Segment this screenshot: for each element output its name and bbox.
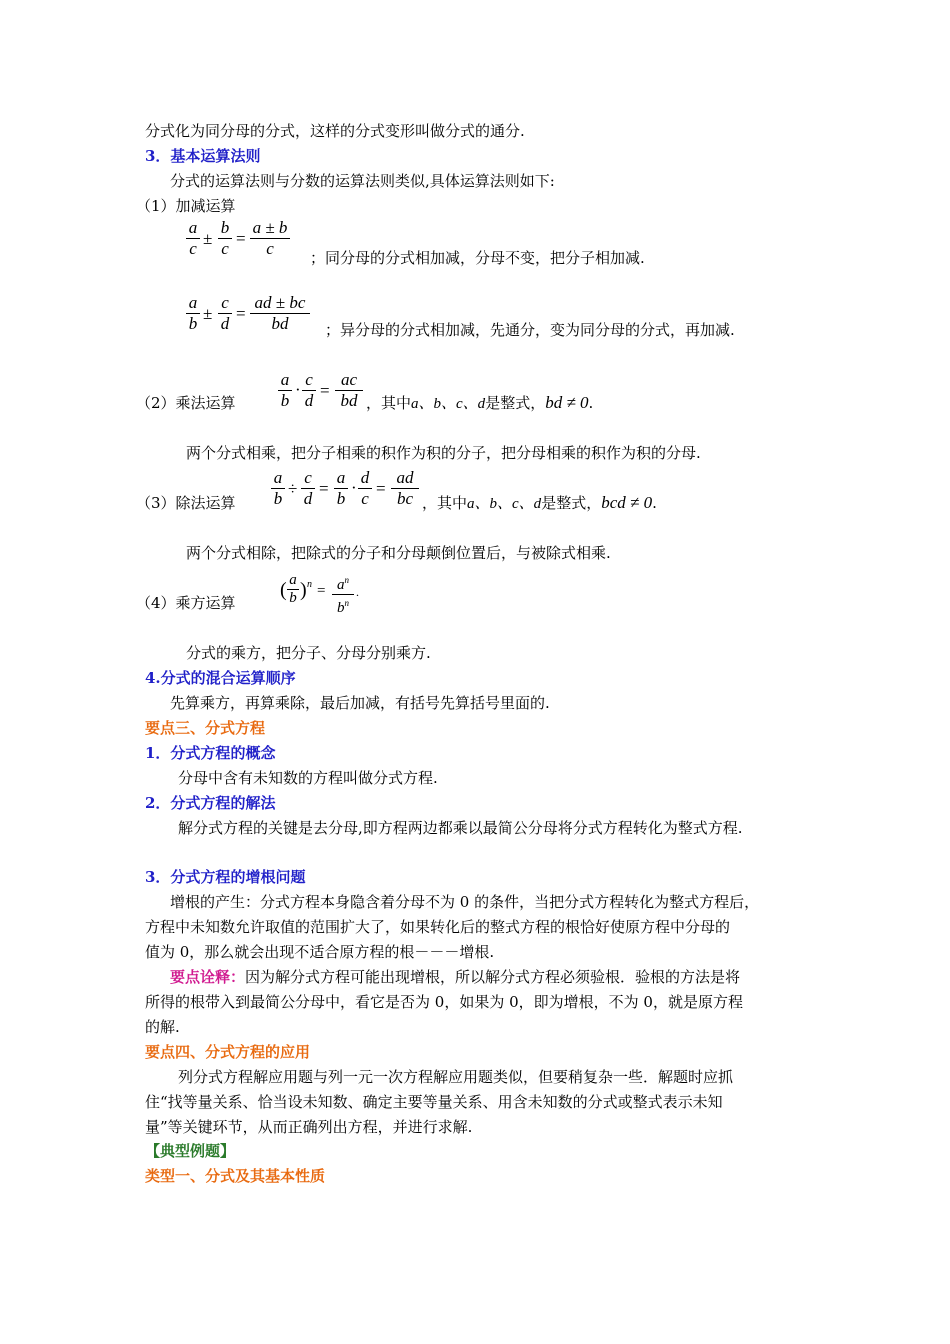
point3-s3-heading: 3．分式方程的增根问题 xyxy=(145,868,306,886)
add-sub-label: （1）加减运算 xyxy=(136,197,236,215)
rule1-note: ；同分母的分式相加减，分母不变，把分子相加减. xyxy=(310,249,645,267)
section4-heading: 4.分式的混合运算顺序 xyxy=(145,669,296,687)
point3-s3-p2: 方程中未知数允许取值的范围扩大了，如果转化后的整式方程的根恰好使原方程中分母的 xyxy=(145,918,731,936)
intro-line: 分式化为同分母的分式，这样的分式变形叫做分式的通分. xyxy=(145,122,525,140)
point3-s1-desc: 分母中含有未知数的方程叫做分式方程. xyxy=(178,769,438,787)
div-label: （3）除法运算 xyxy=(136,494,236,512)
point3-heading: 要点三、分式方程 xyxy=(145,719,266,737)
point4-p1: 列分式方程解应用题与列一元一次方程解应用题类似，但要稍复杂一些．解题时应抓 xyxy=(178,1068,734,1086)
point3-s1-heading: 1．分式方程的概念 xyxy=(145,744,276,762)
note-label: 要点诠释： xyxy=(170,968,246,986)
examples-heading: 【典型例题】 xyxy=(145,1142,236,1160)
point3-s2-desc: 解分式方程的关键是去分母,即方程两边都乘以最简公分母将分式方程转化为整式方程. xyxy=(178,819,743,837)
point3-note-line2: 所得的根带入到最简公分母中，看它是否为 0，如果为 0，即为增根，不为 0，就是原方程 xyxy=(145,993,743,1011)
type1-heading: 类型一、分式及其基本性质 xyxy=(145,1167,326,1185)
section4-desc: 先算乘方，再算乘除，最后加减，有括号先算括号里面的. xyxy=(170,694,550,712)
point3-note-line3: 的解. xyxy=(145,1018,180,1036)
mul-desc: 两个分式相乘，把分子相乘的积作为积的分子，把分母相乘的积作为积的分母. xyxy=(186,444,701,462)
rule2-note: ；异分母的分式相加减，先通分，变为同分母的分式，再加减. xyxy=(325,321,735,339)
point4-heading: 要点四、分式方程的应用 xyxy=(145,1043,311,1061)
point3-note-line1: 要点诠释：因为解分式方程可能出现增根，所以解分式方程必须验根．验根的方法是将 xyxy=(170,968,741,986)
point3-s3-p1: 增根的产生：分式方程本身隐含着分母不为 0 的条件，当把分式方程转化为整式方程后， xyxy=(170,893,760,911)
point3-s2-heading: 2．分式方程的解法 xyxy=(145,794,276,812)
mul-note: ，其中a、b、c、d是整式，bd ≠ 0. xyxy=(366,393,594,412)
pow-label: （4）乘方运算 xyxy=(136,594,236,612)
mul-label: （2）乘法运算 xyxy=(136,394,236,412)
point4-p3: 量”等关键环节，从而正确列出方程，并进行求解. xyxy=(145,1118,473,1136)
point3-s3-p3: 值为 0，那么就会出现不适合原方程的根－－－增根. xyxy=(145,943,495,961)
section3-desc: 分式的运算法则与分数的运算法则类似,具体运算法则如下: xyxy=(170,172,555,190)
section3-heading: 3．基本运算法则 xyxy=(145,147,261,165)
pow-desc: 分式的乘方，把分子、分母分别乘方. xyxy=(186,644,431,662)
point4-p2: 住“找等量关系、恰当设未知数、确定主要等量关系、用含未知数的分式或整式表示未知 xyxy=(145,1093,723,1111)
div-desc: 两个分式相除，把除式的分子和分母颠倒位置后，与被除式相乘. xyxy=(186,544,611,562)
div-note: ，其中a、b、c、d是整式，bcd ≠ 0. xyxy=(422,493,657,512)
